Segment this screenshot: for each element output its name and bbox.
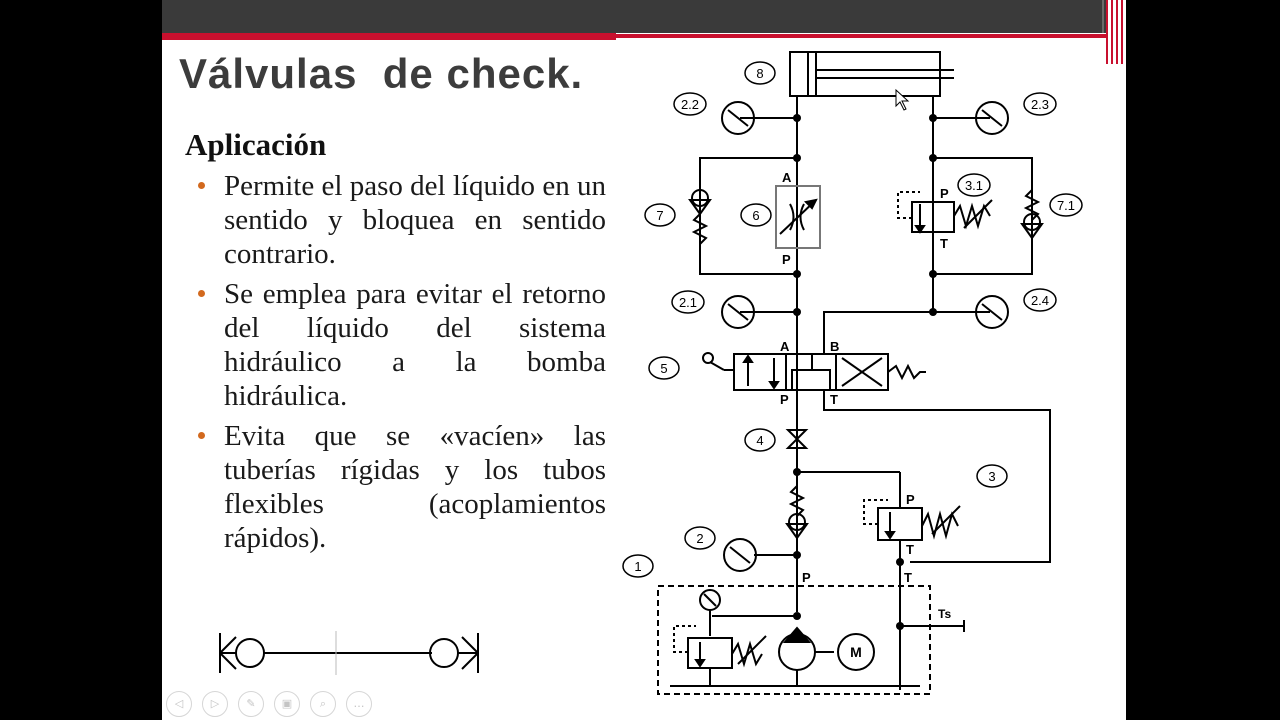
pen-icon[interactable]: ✎ — [238, 691, 264, 717]
slide-title: Válvulas de check. — [179, 50, 584, 97]
slide-subheading: Aplicación — [185, 127, 327, 162]
component-label: 2.4 — [1030, 293, 1050, 308]
mouse-cursor-icon — [896, 90, 908, 110]
port-label: Ts — [938, 607, 952, 621]
bullet-list — [196, 169, 606, 561]
window-edge-decoration — [1106, 0, 1126, 64]
presentation-nav-bar — [162, 686, 382, 720]
port-label: T — [940, 236, 948, 251]
component-label: 3.1 — [964, 178, 984, 193]
motor-label: M — [850, 644, 862, 660]
slides-icon[interactable]: ▣ — [274, 691, 300, 717]
component-label: 3 — [988, 469, 996, 484]
component-label: 2.2 — [680, 97, 700, 112]
port-label: T — [830, 392, 838, 407]
port-label: P — [906, 492, 915, 507]
bullet-icon — [198, 290, 205, 297]
bullet-item — [196, 169, 606, 271]
component-label: 2.1 — [678, 295, 698, 310]
port-label: A — [782, 170, 792, 185]
component-label: 2.3 — [1030, 97, 1050, 112]
next-icon[interactable]: ▷ — [202, 691, 228, 717]
component-label: 8 — [756, 66, 764, 81]
bullet-text: Evita que se «vacíen» las tuberías rígidas y los tubos flexibles (acoplamientos rápidos). — [224, 420, 606, 554]
component-label: 7.1 — [1056, 198, 1076, 213]
slide-header-bar — [162, 0, 1126, 33]
component-label-bubbles — [623, 62, 1082, 577]
bullet-text: Se emplea para evitar el retorno del líquido del sistema hidráulico a la bomba hidráulica. — [224, 278, 606, 412]
port-label: P — [780, 392, 789, 407]
component-label: 7 — [656, 208, 664, 223]
more-icon[interactable]: … — [346, 691, 372, 717]
port-label: P — [940, 186, 949, 201]
bullet-text: Permite el paso del líquido en un sentido y bloquea en sentido contrario. — [224, 170, 606, 270]
bullet-item — [196, 277, 606, 413]
bullet-item — [196, 419, 606, 555]
port-label: T — [904, 570, 912, 585]
zoom-icon[interactable]: ⌕ — [310, 691, 336, 717]
bullet-icon — [198, 182, 205, 189]
check-valve-symbol-pair — [214, 625, 484, 681]
slide — [162, 0, 1126, 720]
component-label: 6 — [752, 208, 760, 223]
accent-line — [162, 33, 616, 40]
port-label: B — [830, 339, 840, 354]
accent-line-thin — [616, 34, 1126, 38]
component-label: 5 — [660, 361, 668, 376]
port-label: A — [780, 339, 790, 354]
prev-icon[interactable]: ◁ — [166, 691, 192, 717]
port-label: T — [906, 542, 914, 557]
cylinder — [790, 52, 940, 96]
bullet-icon — [198, 432, 205, 439]
component-label: 2 — [696, 531, 704, 546]
port-label: P — [802, 570, 811, 585]
component-label: 1 — [634, 559, 642, 574]
component-label: 4 — [756, 433, 764, 448]
hydraulic-circuit-diagram — [620, 40, 1076, 700]
port-label: P — [782, 252, 791, 267]
